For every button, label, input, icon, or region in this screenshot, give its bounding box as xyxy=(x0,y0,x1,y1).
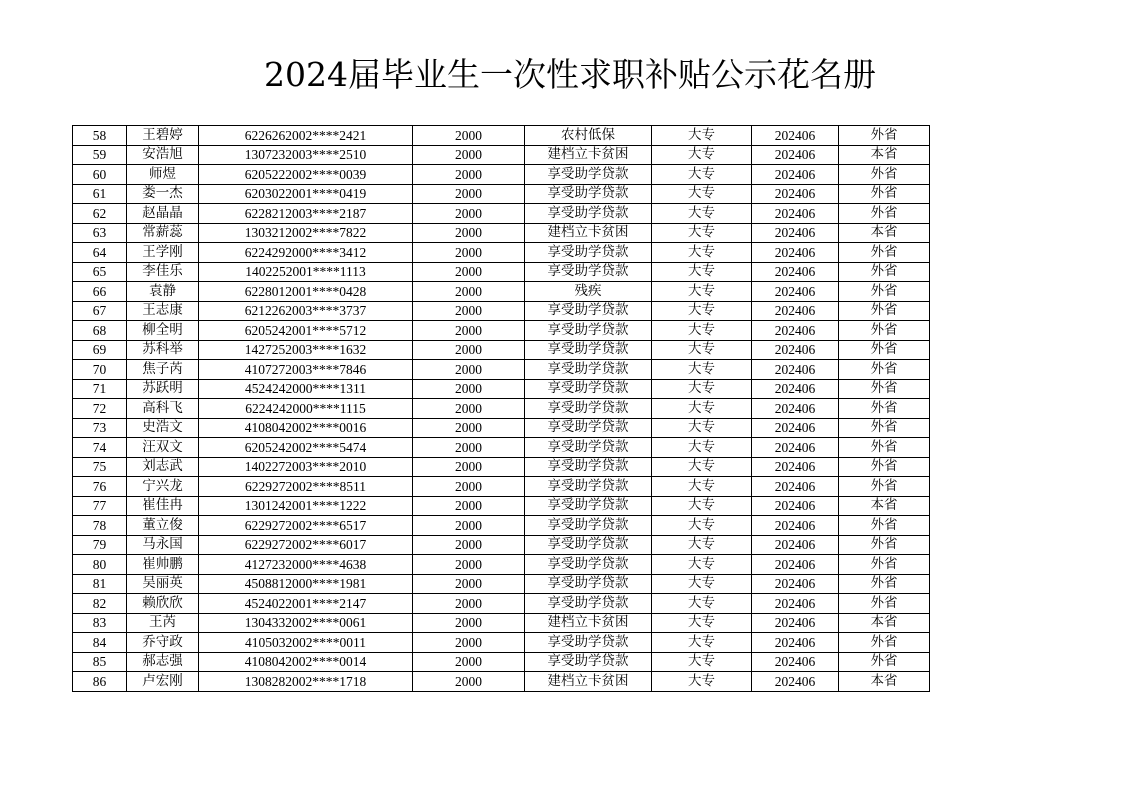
cell-id-number: 4524242000****1311 xyxy=(199,379,413,399)
cell-serial-no: 74 xyxy=(73,438,127,458)
cell-serial-no: 68 xyxy=(73,321,127,341)
cell-subsidy-amount: 2000 xyxy=(413,165,525,185)
cell-graduation-date: 202406 xyxy=(752,184,839,204)
cell-id-number: 6205242002****5474 xyxy=(199,438,413,458)
cell-name: 崔帅鹏 xyxy=(127,555,199,575)
cell-serial-no: 79 xyxy=(73,535,127,555)
cell-category: 享受助学贷款 xyxy=(525,301,652,321)
table-row xyxy=(73,438,930,458)
cell-subsidy-amount: 2000 xyxy=(413,243,525,263)
table-row xyxy=(73,633,930,653)
table-row xyxy=(73,672,930,692)
cell-graduation-date: 202406 xyxy=(752,418,839,438)
table-row xyxy=(73,165,930,185)
cell-id-number: 4108042002****0016 xyxy=(199,418,413,438)
cell-name: 吴丽英 xyxy=(127,574,199,594)
cell-education: 大专 xyxy=(652,574,752,594)
cell-graduation-date: 202406 xyxy=(752,360,839,380)
cell-graduation-date: 202406 xyxy=(752,594,839,614)
cell-subsidy-amount: 2000 xyxy=(413,535,525,555)
cell-graduation-date: 202406 xyxy=(752,243,839,263)
cell-id-number: 1427252003****1632 xyxy=(199,340,413,360)
cell-origin: 外省 xyxy=(839,457,930,477)
cell-id-number: 4108042002****0014 xyxy=(199,652,413,672)
cell-education: 大专 xyxy=(652,613,752,633)
cell-id-number: 6229272002****6017 xyxy=(199,535,413,555)
table-row xyxy=(73,282,930,302)
cell-graduation-date: 202406 xyxy=(752,652,839,672)
cell-id-number: 6228212003****2187 xyxy=(199,204,413,224)
cell-id-number: 1307232003****2510 xyxy=(199,145,413,165)
cell-education: 大专 xyxy=(652,262,752,282)
cell-id-number: 1301242001****1222 xyxy=(199,496,413,516)
cell-subsidy-amount: 2000 xyxy=(413,360,525,380)
cell-education: 大专 xyxy=(652,282,752,302)
cell-education: 大专 xyxy=(652,399,752,419)
cell-serial-no: 60 xyxy=(73,165,127,185)
cell-origin: 外省 xyxy=(839,204,930,224)
cell-graduation-date: 202406 xyxy=(752,516,839,536)
cell-serial-no: 66 xyxy=(73,282,127,302)
cell-serial-no: 61 xyxy=(73,184,127,204)
cell-origin: 外省 xyxy=(839,262,930,282)
cell-category: 享受助学贷款 xyxy=(525,340,652,360)
cell-category: 享受助学贷款 xyxy=(525,574,652,594)
cell-subsidy-amount: 2000 xyxy=(413,301,525,321)
cell-serial-no: 65 xyxy=(73,262,127,282)
cell-serial-no: 67 xyxy=(73,301,127,321)
cell-origin: 外省 xyxy=(839,184,930,204)
cell-graduation-date: 202406 xyxy=(752,282,839,302)
cell-subsidy-amount: 2000 xyxy=(413,262,525,282)
cell-subsidy-amount: 2000 xyxy=(413,418,525,438)
table-row xyxy=(73,477,930,497)
cell-category: 享受助学贷款 xyxy=(525,652,652,672)
cell-serial-no: 58 xyxy=(73,126,127,146)
cell-category: 享受助学贷款 xyxy=(525,399,652,419)
page-title: 2024届毕业生一次性求职补贴公示花名册 xyxy=(264,55,876,94)
cell-education: 大专 xyxy=(652,223,752,243)
cell-name: 董立俊 xyxy=(127,516,199,536)
cell-category: 享受助学贷款 xyxy=(525,516,652,536)
cell-graduation-date: 202406 xyxy=(752,438,839,458)
cell-category: 农村低保 xyxy=(525,126,652,146)
cell-education: 大专 xyxy=(652,379,752,399)
cell-id-number: 6229272002****8511 xyxy=(199,477,413,497)
cell-id-number: 4107272003****7846 xyxy=(199,360,413,380)
cell-serial-no: 86 xyxy=(73,672,127,692)
roster-body xyxy=(73,126,930,692)
cell-category: 享受助学贷款 xyxy=(525,633,652,653)
cell-category: 残疾 xyxy=(525,282,652,302)
cell-origin: 外省 xyxy=(839,165,930,185)
cell-graduation-date: 202406 xyxy=(752,321,839,341)
cell-category: 享受助学贷款 xyxy=(525,438,652,458)
cell-category: 建档立卡贫困 xyxy=(525,145,652,165)
cell-category: 享受助学贷款 xyxy=(525,204,652,224)
roster-table xyxy=(72,125,930,692)
cell-origin: 外省 xyxy=(839,360,930,380)
cell-name: 卢宏刚 xyxy=(127,672,199,692)
table-row xyxy=(73,321,930,341)
cell-graduation-date: 202406 xyxy=(752,399,839,419)
cell-id-number: 4105032002****0011 xyxy=(199,633,413,653)
cell-graduation-date: 202406 xyxy=(752,535,839,555)
cell-name: 焦子芮 xyxy=(127,360,199,380)
cell-subsidy-amount: 2000 xyxy=(413,477,525,497)
cell-subsidy-amount: 2000 xyxy=(413,594,525,614)
cell-graduation-date: 202406 xyxy=(752,301,839,321)
cell-id-number: 6205242001****5712 xyxy=(199,321,413,341)
cell-serial-no: 69 xyxy=(73,340,127,360)
cell-name: 李佳乐 xyxy=(127,262,199,282)
table-row xyxy=(73,223,930,243)
cell-subsidy-amount: 2000 xyxy=(413,457,525,477)
table-row xyxy=(73,535,930,555)
cell-name: 师煜 xyxy=(127,165,199,185)
cell-serial-no: 77 xyxy=(73,496,127,516)
cell-origin: 外省 xyxy=(839,438,930,458)
cell-category: 享受助学贷款 xyxy=(525,555,652,575)
cell-serial-no: 78 xyxy=(73,516,127,536)
cell-id-number: 1402272003****2010 xyxy=(199,457,413,477)
table-row xyxy=(73,243,930,263)
cell-subsidy-amount: 2000 xyxy=(413,184,525,204)
cell-id-number: 6224292000****3412 xyxy=(199,243,413,263)
cell-subsidy-amount: 2000 xyxy=(413,399,525,419)
cell-id-number: 1402252001****1113 xyxy=(199,262,413,282)
cell-name: 娄一杰 xyxy=(127,184,199,204)
cell-serial-no: 85 xyxy=(73,652,127,672)
table-row xyxy=(73,126,930,146)
cell-education: 大专 xyxy=(652,652,752,672)
cell-graduation-date: 202406 xyxy=(752,477,839,497)
cell-education: 大专 xyxy=(652,204,752,224)
cell-graduation-date: 202406 xyxy=(752,633,839,653)
cell-id-number: 1304332002****0061 xyxy=(199,613,413,633)
table-row xyxy=(73,360,930,380)
table-row xyxy=(73,204,930,224)
cell-education: 大专 xyxy=(652,243,752,263)
table-row xyxy=(73,613,930,633)
cell-graduation-date: 202406 xyxy=(752,223,839,243)
cell-origin: 本省 xyxy=(839,613,930,633)
cell-origin: 外省 xyxy=(839,633,930,653)
cell-name: 崔佳冉 xyxy=(127,496,199,516)
cell-category: 享受助学贷款 xyxy=(525,360,652,380)
cell-origin: 本省 xyxy=(839,223,930,243)
cell-category: 享受助学贷款 xyxy=(525,457,652,477)
cell-subsidy-amount: 2000 xyxy=(413,652,525,672)
cell-id-number: 6224242000****1115 xyxy=(199,399,413,419)
cell-origin: 外省 xyxy=(839,516,930,536)
cell-id-number: 1303212002****7822 xyxy=(199,223,413,243)
table-row xyxy=(73,574,930,594)
cell-serial-no: 76 xyxy=(73,477,127,497)
cell-origin: 外省 xyxy=(839,379,930,399)
cell-graduation-date: 202406 xyxy=(752,457,839,477)
cell-education: 大专 xyxy=(652,516,752,536)
cell-education: 大专 xyxy=(652,496,752,516)
cell-serial-no: 64 xyxy=(73,243,127,263)
cell-id-number: 4524022001****2147 xyxy=(199,594,413,614)
cell-category: 建档立卡贫困 xyxy=(525,223,652,243)
cell-name: 高科飞 xyxy=(127,399,199,419)
cell-subsidy-amount: 2000 xyxy=(413,438,525,458)
cell-id-number: 6205222002****0039 xyxy=(199,165,413,185)
cell-subsidy-amount: 2000 xyxy=(413,223,525,243)
cell-category: 享受助学贷款 xyxy=(525,165,652,185)
table-row xyxy=(73,301,930,321)
cell-education: 大专 xyxy=(652,301,752,321)
cell-education: 大专 xyxy=(652,184,752,204)
cell-id-number: 4127232000****4638 xyxy=(199,555,413,575)
cell-origin: 本省 xyxy=(839,672,930,692)
cell-education: 大专 xyxy=(652,126,752,146)
cell-education: 大专 xyxy=(652,457,752,477)
cell-subsidy-amount: 2000 xyxy=(413,496,525,516)
cell-name: 刘志武 xyxy=(127,457,199,477)
cell-subsidy-amount: 2000 xyxy=(413,555,525,575)
cell-graduation-date: 202406 xyxy=(752,262,839,282)
cell-name: 苏科举 xyxy=(127,340,199,360)
cell-id-number: 6229272002****6517 xyxy=(199,516,413,536)
cell-origin: 外省 xyxy=(839,340,930,360)
cell-graduation-date: 202406 xyxy=(752,613,839,633)
cell-name: 乔守政 xyxy=(127,633,199,653)
cell-education: 大专 xyxy=(652,633,752,653)
cell-graduation-date: 202406 xyxy=(752,204,839,224)
table-row xyxy=(73,555,930,575)
cell-education: 大专 xyxy=(652,594,752,614)
cell-name: 王芮 xyxy=(127,613,199,633)
cell-subsidy-amount: 2000 xyxy=(413,321,525,341)
cell-name: 王碧婷 xyxy=(127,126,199,146)
table-row xyxy=(73,496,930,516)
cell-category: 享受助学贷款 xyxy=(525,496,652,516)
cell-serial-no: 73 xyxy=(73,418,127,438)
cell-origin: 外省 xyxy=(839,535,930,555)
cell-id-number: 6203022001****0419 xyxy=(199,184,413,204)
table-row xyxy=(73,652,930,672)
cell-name: 马永国 xyxy=(127,535,199,555)
cell-category: 建档立卡贫困 xyxy=(525,613,652,633)
cell-category: 享受助学贷款 xyxy=(525,321,652,341)
cell-id-number: 1308282002****1718 xyxy=(199,672,413,692)
cell-category: 享受助学贷款 xyxy=(525,477,652,497)
table-row xyxy=(73,262,930,282)
cell-origin: 外省 xyxy=(839,282,930,302)
cell-subsidy-amount: 2000 xyxy=(413,672,525,692)
cell-name: 袁静 xyxy=(127,282,199,302)
table-row xyxy=(73,145,930,165)
cell-education: 大专 xyxy=(652,340,752,360)
cell-serial-no: 62 xyxy=(73,204,127,224)
cell-origin: 外省 xyxy=(839,574,930,594)
cell-category: 享受助学贷款 xyxy=(525,262,652,282)
cell-origin: 外省 xyxy=(839,399,930,419)
cell-category: 享受助学贷款 xyxy=(525,535,652,555)
cell-id-number: 6226262002****2421 xyxy=(199,126,413,146)
cell-subsidy-amount: 2000 xyxy=(413,204,525,224)
cell-serial-no: 70 xyxy=(73,360,127,380)
cell-education: 大专 xyxy=(652,535,752,555)
table-row xyxy=(73,594,930,614)
table-row xyxy=(73,399,930,419)
cell-name: 史浩文 xyxy=(127,418,199,438)
cell-graduation-date: 202406 xyxy=(752,672,839,692)
cell-subsidy-amount: 2000 xyxy=(413,516,525,536)
cell-name: 宁兴龙 xyxy=(127,477,199,497)
cell-graduation-date: 202406 xyxy=(752,165,839,185)
cell-serial-no: 81 xyxy=(73,574,127,594)
cell-name: 常薪蕊 xyxy=(127,223,199,243)
cell-category: 享受助学贷款 xyxy=(525,594,652,614)
cell-subsidy-amount: 2000 xyxy=(413,126,525,146)
cell-graduation-date: 202406 xyxy=(752,574,839,594)
table-row xyxy=(73,457,930,477)
cell-education: 大专 xyxy=(652,672,752,692)
cell-category: 享受助学贷款 xyxy=(525,184,652,204)
table-row xyxy=(73,516,930,536)
cell-subsidy-amount: 2000 xyxy=(413,613,525,633)
cell-subsidy-amount: 2000 xyxy=(413,379,525,399)
cell-education: 大专 xyxy=(652,438,752,458)
cell-graduation-date: 202406 xyxy=(752,555,839,575)
cell-category: 享受助学贷款 xyxy=(525,418,652,438)
cell-id-number: 4508812000****1981 xyxy=(199,574,413,594)
cell-name: 王学刚 xyxy=(127,243,199,263)
cell-serial-no: 75 xyxy=(73,457,127,477)
cell-education: 大专 xyxy=(652,165,752,185)
cell-graduation-date: 202406 xyxy=(752,145,839,165)
cell-serial-no: 83 xyxy=(73,613,127,633)
cell-origin: 本省 xyxy=(839,496,930,516)
cell-origin: 外省 xyxy=(839,321,930,341)
cell-origin: 外省 xyxy=(839,555,930,575)
cell-name: 安浩旭 xyxy=(127,145,199,165)
cell-origin: 外省 xyxy=(839,477,930,497)
cell-education: 大专 xyxy=(652,360,752,380)
cell-id-number: 6212262003****3737 xyxy=(199,301,413,321)
cell-category: 建档立卡贫困 xyxy=(525,672,652,692)
cell-serial-no: 63 xyxy=(73,223,127,243)
cell-origin: 外省 xyxy=(839,301,930,321)
cell-serial-no: 84 xyxy=(73,633,127,653)
cell-name: 郝志强 xyxy=(127,652,199,672)
cell-serial-no: 72 xyxy=(73,399,127,419)
cell-origin: 外省 xyxy=(839,418,930,438)
cell-education: 大专 xyxy=(652,555,752,575)
cell-name: 王志康 xyxy=(127,301,199,321)
cell-origin: 外省 xyxy=(839,243,930,263)
table-row xyxy=(73,340,930,360)
cell-name: 赵晶晶 xyxy=(127,204,199,224)
cell-origin: 外省 xyxy=(839,594,930,614)
cell-graduation-date: 202406 xyxy=(752,340,839,360)
cell-serial-no: 59 xyxy=(73,145,127,165)
cell-education: 大专 xyxy=(652,145,752,165)
cell-category: 享受助学贷款 xyxy=(525,379,652,399)
cell-id-number: 6228012001****0428 xyxy=(199,282,413,302)
table-row xyxy=(73,184,930,204)
cell-name: 苏跃明 xyxy=(127,379,199,399)
cell-origin: 外省 xyxy=(839,126,930,146)
table-row xyxy=(73,379,930,399)
cell-subsidy-amount: 2000 xyxy=(413,340,525,360)
cell-subsidy-amount: 2000 xyxy=(413,282,525,302)
cell-education: 大专 xyxy=(652,321,752,341)
cell-subsidy-amount: 2000 xyxy=(413,633,525,653)
cell-subsidy-amount: 2000 xyxy=(413,145,525,165)
cell-education: 大专 xyxy=(652,477,752,497)
cell-name: 汪双文 xyxy=(127,438,199,458)
cell-name: 柳全明 xyxy=(127,321,199,341)
cell-education: 大专 xyxy=(652,418,752,438)
cell-subsidy-amount: 2000 xyxy=(413,574,525,594)
cell-serial-no: 71 xyxy=(73,379,127,399)
cell-graduation-date: 202406 xyxy=(752,496,839,516)
table-row xyxy=(73,418,930,438)
cell-serial-no: 82 xyxy=(73,594,127,614)
cell-origin: 外省 xyxy=(839,652,930,672)
cell-graduation-date: 202406 xyxy=(752,126,839,146)
cell-serial-no: 80 xyxy=(73,555,127,575)
cell-category: 享受助学贷款 xyxy=(525,243,652,263)
cell-origin: 本省 xyxy=(839,145,930,165)
cell-name: 赖欣欣 xyxy=(127,594,199,614)
cell-graduation-date: 202406 xyxy=(752,379,839,399)
